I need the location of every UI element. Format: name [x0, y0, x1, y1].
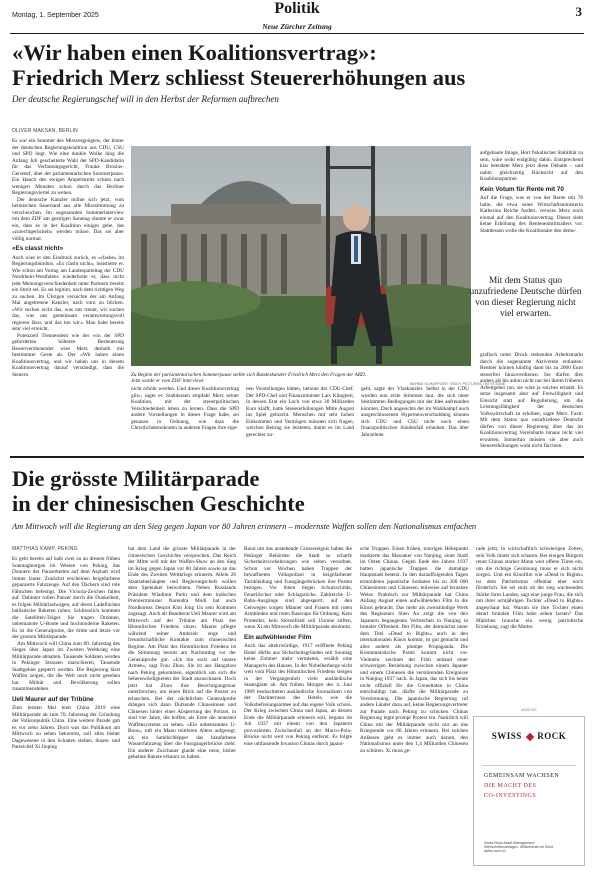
article2-headline-line1: Die grösste Militärparade — [12, 466, 260, 491]
paragraph: Am Mittwoch will China zum 80. Jahrestag des Sieges über Japan im Zweiten Weltkrieg eine Militärparade abhalten. Tausende Soldaten werden in Pekinger Strassen marschieren, Tausende Stadtgebiet gesperrt werden. Die Regierung lässt Waffen zeigen, die die Welt noch nicht gesehen hat. Militär und Bevölkerung sollen zusammenstehen. — [12, 640, 120, 692]
paragraph: Auf die Frage, was er von der Rente mit 70 halte, die etwa seine Wirtschaftsministerin Katherina Reiche fordert, verwies Merz noch einmal auf den Koalitionsvertrag. Dieser sieht keine Erhöhung des Renteneintrittsalters vor. Stattdessen wolle die Koalitionäre den demo- — [480, 195, 583, 234]
paragraph: nicht erhöht werden. Und dieser Koalitionsvertrag gilt», sagte er. Stattdessen empfahl Merz seiner Koalition, mit der steuerpolitischen Verschiedenheit leben zu lernen. Dass die SPD andere Vorstellungen in dieser Frage habe, sei genauso in Ordnung, wie dass die Christlichdemokraten in anderen Fragen ihre eige- — [131, 386, 239, 431]
pull-quote: Mit dem Status quo unzufriedene Deutsche dürfen von dieser Regierung nicht viel erwarten. — [469, 276, 582, 319]
paragraph: Der deutsche Kanzler mühte sich jetzt, vom heimischen Sauerland aus alle Missstimmung zu verscheuchen. Im sogenannten Sommerinterview mit dem ZDF am gestrigen Sonntag räumte er zwar ein, dass es in der Koalition einiges gebe, das «zurechtgerückelt» werden müsse. Das sei aber völlig normal. — [12, 196, 124, 242]
article2-column-5 — [476, 546, 583, 701]
article1-deck: Der deutsche Regierungschef will in den Herbst der Reformen aufbrechen — [12, 94, 279, 104]
section-title: Politik — [274, 0, 320, 17]
ad-label: ANZEIGE — [521, 708, 537, 712]
ad-footer-2: Wertschriftenanlagen. Willkommen im Bord. — [484, 845, 554, 849]
paragraph: Zum letzten Mal hielt China 2019 eine Militärparade ab zum 70. Jahrestag der Gründung der Volksrepublik China. Eine weitere Parade gab es vor zehn Jahren. Doch was das Publikum am Mittwoch zu sehen bekommt, soll alles bisher Dagewesene in den Schatten stellen. Staats- und Parteichef Xi Jinping — [12, 705, 120, 750]
ad-footer-1: Swiss Rock Asset Management — [484, 841, 535, 845]
ad-brand-left: SWISS — [491, 731, 522, 741]
article2-column-3 — [244, 546, 352, 866]
paragraph: Rund um das anstehende Grossereignis haben die Pekinger Behörden die Stadt so scharfe Sicherheitsvorkehrungen wie selten verordnet. Schon vor Wochen haben Truppen der bewaffneten Volkspolizei in beigefarbener Tarnkleidung und Fussgängerbrücken ihre Posten bezogen. Vor ihnen liegen Schutzschilde, Feuerlöscher oder Schlagstöcke. Zahlreiche U-Bahn-Ausgänge sind abgesperrt, auf den Gehwegen sorgen Männer und Frauen mit roten Armbinden und roten Basecaps für Ordnung. Kein Protestler, kein Störenfried soll Unruhe stiften, wenn Xi am Mittwoch die Militärparade abnimmt. — [244, 546, 352, 630]
paragraph: hat dem Land die grösste Militärparade in der chinesischen Geschichte versprochen. Das Reich der Mitte will mit der Waffen-Show an den Sieg im Krieg gegen Japan vor 80 Jahren sowie an das Ende des Zweiten Weltkriegs erinnern. Allein 26 Staatsoberhäupter und Regierungschefs wollen dem Spektakel beiwohnen. Neben Russlands Präsident Wladimir Putin und dem indischen Premierminister Narendra Modi hat auch Nordkoreas Despot Kim Jong Un sein Kommen zugesagt. Auch alt Bundesrat Ueli Maurer wird am Mittwoch auf der Tribüne am Platz des Himmlischen Friedens sitzen. Maurer pflegte während seiner Amtszeit enge und freundschaftliche Kontakte zum chinesischen Regime. Am Platz des Himmlischen Friedens ist die Stimmung bereits am Nachmittag vor der Generalprobe gut. «Ich bin stolz auf unsere Armee», sagt Frau Zhou. Sie ist aus Hangzhou nach Peking gekommen, eigentlich um sich die Sehenswürdigkeiten der Stadt anzuschauen. Doch jetzt hat Zhou ihre Besichtigungstour unterbrochen, um einen Blick auf die Panzer zu erhaschen. Bei der nächtlichen Generalprobe drängen sich dann Dutzende Chinesinnen und Chinesen hinter einer Absperrung der Polizei, in sind vier Jahre, die hoffen, als Erste die neuesten Waffensysteme zu sehen. «Ein unbemanntes U-Boot», ruft ein Mann mittleren Alters aufgeregt, als ein Sattelschlepper das blaufarbene Wasserfahrzeug über die Fussgängerbrücke zieht. Ein anderer Zuschauer glaubt eine neue, bisher geheime Rakete erkannt zu haben. — [128, 546, 236, 760]
article2-column-1 — [12, 556, 120, 866]
article2-deck: Am Mittwoch will die Regierung an den Sieg gegen Japan vor 80 Jahren erinnern – modernste Waffen sollen den Nationalismus entfachen — [12, 522, 477, 531]
article1-subheading: «Es classt nicht» — [12, 245, 64, 252]
merz-interview-photo — [131, 146, 471, 366]
publication-name: Neue Zürcher Zeitung — [262, 22, 332, 31]
article2-headline-line2: in der chinesischen Geschichte — [12, 491, 305, 516]
ad-brand-right: ROCK — [537, 731, 567, 741]
article1-byline: OLIVER MAKSAN, BERLIN — [12, 128, 78, 134]
paragraph: rade jetzt, in wirtschaftlich schwierigen Zeiten, sein Volk hinter sich scharen. Bei einigen Bürgern rennt Chinas starker Mann weit offene Türen ein, um die richtige Gesinnung muss er sich nicht sorgen. Und ein Kinofilm wie «Dead to Rights» ist dem Patriotismus offenbar eher noch förderlich. Sie sei stolz ob der sieg wachsenden Stärke ihres Landes, sagt eine junge Frau, die sich mit ihrer achtjährigen Tochter «Dead to Rights» angeschaut hat. Warum sie ihre Tochter einen derart brutalen Film habe sehen lassen? Das Mädchen brauche ein wenig patriotische Erziehung, sagt die Mutter. — [476, 546, 583, 630]
article1-headline-line1: «Wir haben einen Koalitionsvertrag»: — [12, 40, 377, 65]
photo-illustration — [131, 146, 471, 366]
article2-subheading: Ueli Maurer auf der Tribüne — [12, 695, 94, 703]
ad-slogan-2: DIE MACHT DES — [484, 783, 537, 789]
article-divider — [10, 456, 584, 458]
ad-slogan-1: GEMEINSAM WACHSEN — [484, 773, 560, 779]
article1-column-4 — [361, 386, 469, 450]
article1-column-5 — [480, 150, 583, 268]
paragraph: Auch das altehrwürdige, 1917 eröffnete Peking Hotel dürfte aus Sicherheitsgründen seit Sonntag keine Zimmer mehr vermieten, erzählt eine Managerin des Hauses. In der Nobelherberge nicht weit vom Platz des Himmlischen Friedens steigen in der Vergangenheit viele ausländische Staatsgäste ab. Am frühen Morgen des 4. Juni 1989 beobachteten ausländische Journalisten von der Dachterrasse des Hotels, wie die Volksbefreiungsarmee auf das eigene Volk schoss. Der Krieg zwischen China und Japan, an dessen Ende die Militärparade erinnern soll, begann im Juli 1937 mit einem von den Japanern provozierten Zwischenfall an der Marco-Polo-Brücke nicht weit von Peking entfernt. Es folgte eine umfassende Invasion Chinas durch japani- — [244, 643, 352, 747]
article1-column-2 — [131, 386, 239, 450]
article1-headline-line2: Friedrich Merz schliesst Steuererhöhungen aus — [12, 65, 466, 90]
article1-column-3 — [246, 386, 354, 450]
ad-footer — [484, 841, 554, 853]
article1-subheading-2: Kein Votum für Rente mit 70 — [480, 185, 564, 193]
ad-brand — [474, 731, 584, 741]
article2-headline — [12, 466, 582, 516]
swiss-rock-advertisement[interactable] — [473, 716, 585, 866]
paragraph: Potenziell Trennendem wie der von der SPD geforderten höheren Besteuerung Besserverdienender wies Merz deshalb mit bestimmter Geste ab. Der «Wir haben einen Koalitionsvertrag, und wir haben uns in diesem Koalitionsvertrag darauf verständigt, dass die Steuern — [12, 332, 124, 378]
page-number: 3 — [575, 4, 582, 19]
ad-footer-3: swiss-rock.ch — [484, 849, 506, 853]
issue-date: Montag, 1. September 2025 — [12, 12, 99, 19]
article2-byline: MATTHIAS KAMP, PEKING — [12, 546, 78, 552]
ad-divider — [482, 765, 576, 766]
header-rule — [10, 33, 584, 34]
article2-subheading-2: Ein aufwühlender Film — [244, 633, 312, 641]
article1-column-5b — [480, 352, 583, 450]
paragraph: grafisch unter Druck stehenden Arbeitsmarkt durch die sogenannte Aktivrente entlasten: Rentner können künftig dann bis zu 2000 Euro steuerfrei hinzuverdienen. Sie dürfen dies anders als bis anhin nicht nur bei ihrem früheren Arbeitgeber tun, sie wäre ja solches erlaubt. Es setze insgesamt aber auf Freiwilligkeit und Einsicht statt auf Regulierung, um die Leistungsfähigkeit der deutschen Volkswirtschaft zu erhöhen, sagte Merz. Fazit: Mit dem Status quo unzufriedene Deutsche dürfen von dieser Regierung über das im Koalitionsvertrag Vereinbarte hinaus nicht viel erwarten. Immerhin müssen sie aber auch Steuererhöhungen wohl nicht fürchten. — [480, 352, 583, 449]
article1-column-1 — [12, 138, 124, 450]
article2-column-2 — [128, 546, 236, 866]
paragraph: sche Truppen. Einen frühen, traurigen Höhepunkt markierte das Massaker von Nanjing, einer Stadt im Osten Chinas. Gegen Ende des Jahres 1937 hatten japanische Truppen die damalige Hauptstadt besetzt. In den darauffolgenden Tagen ermordeten japanische Soldaten bis zu 300 000 Chinesinnen und Chinesen, teilweise auf brutalste Weise. Praktisch zur Militärparade hat China Anfang August einen aufwühlenden Film in die Kinos gebracht. Das mehr als zweistündige Werk des Regisseurs Shen Ao zeigt die von den Japanern begangenen Verbrechen in Nanjing in brutaler Offenheit. Der Film, der demnächst unter dem Titel «Dead to Rights» auch in den internationalen Kinos kommt, ist gut gemacht und alles andere als plumpe Propaganda. Die Kommunistische Partei kommt nicht vor. Vielmehr zeichnet der Film anhand einer schwierigen Beziehung zwischen einem Japaner und einem Chinesen die verstörenden Ereignisse in Nanjing 1937 nach. In Japan, das sich bis heute nicht offiziell für die Greueltaten in China entschuldigt hat, dürfte die Militärparade zu Verstimmung. Die japanische Regierung ruf andere Länder dazu auf, keine Regierungsvertreter zur Parade nach Peking zu schicken. Chinas Regierung legte prompt Protest ein. Natürlich will China mit der Militärparade nicht nur an das Kriegsende vor 80 Jahren erinnern. Bei solchen Anlässen geht es immer auch darum, den Nationalismus unter den 1,4 Milliarden Chinesen zu schüren. Xi muss ge- — [360, 546, 468, 754]
ad-slogan-3: CO-INVESTINGS — [484, 793, 537, 799]
photo-credit: BERND SCHAFFGER / EDDY PICTURES / KEYSTONE — [410, 382, 506, 386]
paragraph: Es war ein Sommer des Missvergnügens, der hinter der deutschen Regierungskoalition aus CDU, CSU und SPD liegt. Wie eine dunkle Wolke hing die Anfang Juli gescheiterte Wahl der SPD-Kandidatin für das Verfassungsgericht, Frauke Brosius-Gersdorf, über der parlamentarischen Sommerpause. Ein Hauch des ewigen Ampelstreits schien nach wenigen Monaten schon durch das Berliner Regierungsviertel zu wehen. — [12, 138, 124, 196]
paragraph: Es geht bereits auf halb zwei zu an diesem frühen Sonntagmorgen im Westen von Peking, das Donnern der Panzerketten auf dem Asphalt wird immer lauter. Zunächst erscheinen beigefarbene gepanzerte Fahrzeuge. Auf den Dächern sind rote Fähnchen befestigt. Die Victoria-Zeichen fallen auf. Dahinter rollen Panzer durch die Dunkelheit, es folgen Militärlastwagen, auf deren Ladeflächen ballistische Raketen ruhen. Schliesslich kommen die Satelliten-Träger. Sie tragen Drohnen, unbemannte U-Boote und hochmoderne Raketen. Es ist die Generalprobe, die dritte und letzte vor der grossen Militärparade. — [12, 556, 120, 640]
article2-column-4 — [360, 546, 468, 866]
paragraph: Auch wies er den Eindruck zurück, es «clashe» im Regierungsbündnis. «Es clasht nicht», insistierte er. Wie schon am Vortag am Landesparteitag der CDU Nordrhein-Westfalens wiederholte er, dass nicht jede Meinungsverschiedenheit unter Partnern bereits ein Streit sei. Es sei legitim, nach dem richtigen Weg zu suchen. Im Übrigen versuchte der am Anfang Mai angetretene Kanzler, nach vorn zu blicken. «Wir suchen nicht das, was uns trennt, wir suchen das, was uns gemeinsam verantwortungsvoll regieren lässt, und das tun wir.» Man habe bereits sehr viel erreicht. — [12, 254, 124, 332]
article1-headline — [12, 40, 582, 90]
photo-caption: Zu Beginn der parlamentarischen Sommerpause stellte sich Bundeskanzler Friedrich Merz den Fragen der ARD. Jetzt wurde er vom ZDF interviewt. — [131, 372, 367, 384]
paragraph: nen Vorstellungen hätten, betonte der CDU-Chef. Der SPD-Chef und Finanzminister Lars Klingbeil, in dessen Etat ein Loch von etwa 30 Milliarden Euro klafft, hatte Steuererhöhungen Mitte August ins Spiel gebracht. Menschen mit sehr hohen Einkommen und Vermögen müssten sich fragen, welchen Beitrag sie leisteten, damit es im Land gerechter zu- — [246, 386, 354, 438]
paragraph: aufgebaute Image, Hort fiskalischer Stabilität zu sein, wäre wohl endgültig dahin. Entsprechend klar beendete Merz jetzt diese Debatte – und nahm gleichzeitig Rücksicht auf den Koalitionspartner. — [480, 150, 583, 182]
paragraph: geht, sagte der Vizekanzler. Selbst in der CDU wurden nun erste Stimmen laut, die sich unter bestimmten Bedingungen mit der Idee anfreunden könnten. Doch angesichts der im Wahlkampf noch ausgeschlossenen Hyperneuverschuldung können sich CDU und CSU nicht noch einen finanzpolitischen Sündenfall erlauben. Das über Jahrzehnte — [361, 386, 469, 438]
ad-brand-mark-icon — [525, 733, 533, 741]
